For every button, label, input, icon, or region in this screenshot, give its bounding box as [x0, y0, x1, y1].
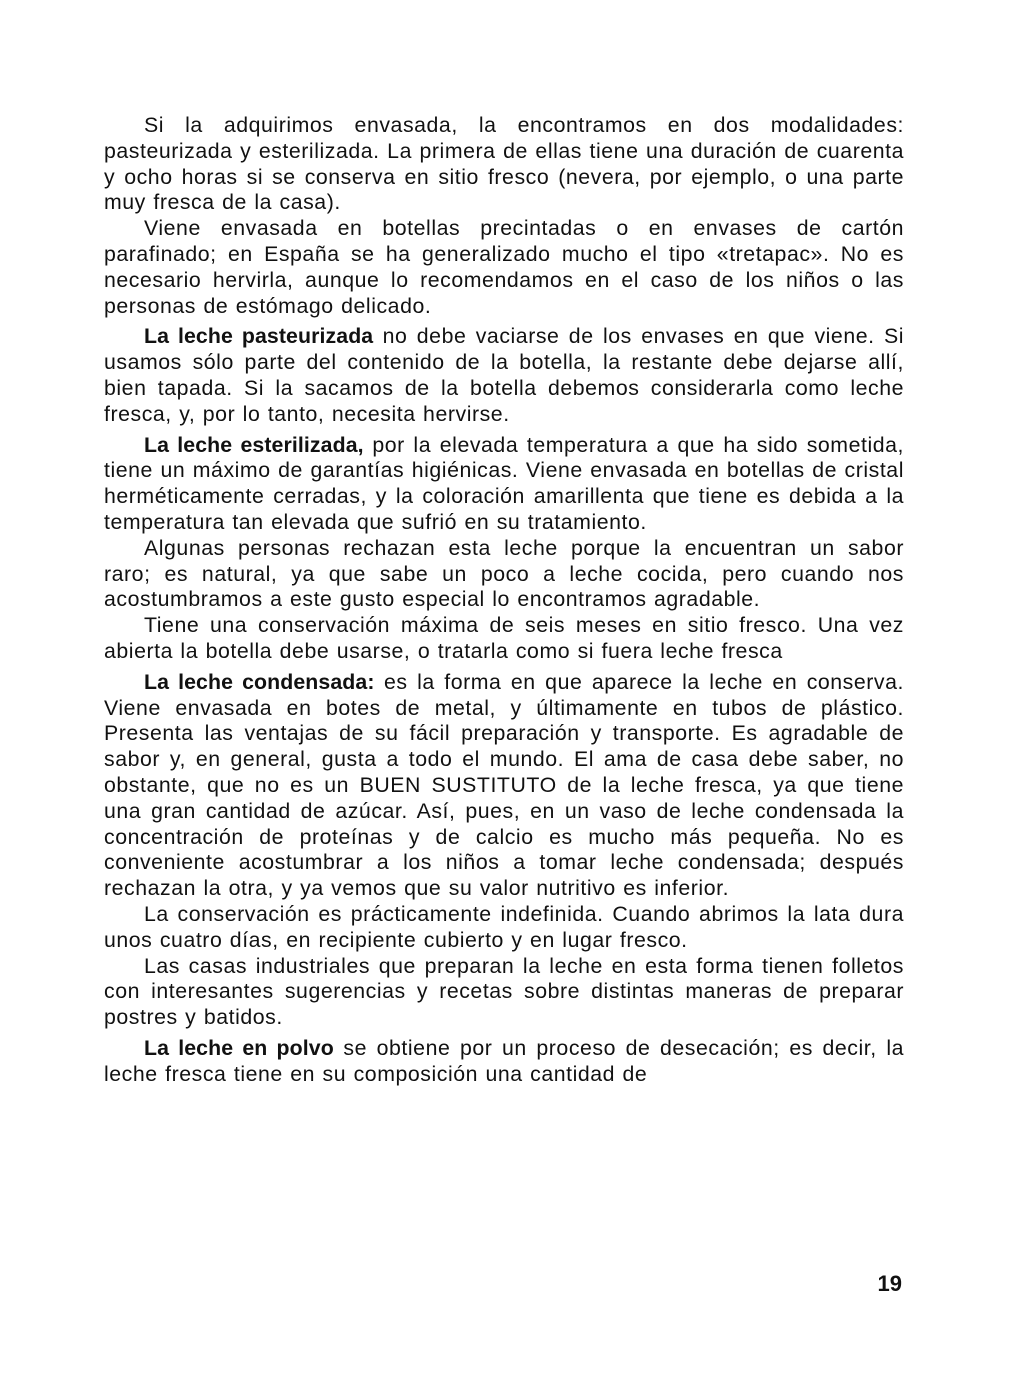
paragraph-5-text: Algunas personas rechazan esta leche porque la encuentran un sabor raro; es natural, ya que sabe un poco a leche cocida, pero cuando nos acostumbramos a este gusto especial lo encontramos agradable.: [104, 535, 904, 612]
paragraph-1: [104, 113, 904, 216]
paragraph-2: [104, 216, 904, 319]
term-condensada: La leche condensada:: [144, 669, 375, 694]
term-esterilizada: La leche esterilizada,: [144, 432, 364, 457]
term-pasteurizada: La leche pasteurizada: [144, 324, 374, 349]
paragraph-6-text: Tiene una conservación máxima de seis meses en sitio fresco. Una vez abierta la botella debe usarse, o tratarla como si fuera leche fresca: [104, 613, 904, 663]
paragraph-polvo-text: se obtiene por un proceso de desecación; es decir, la leche fresca tiene en su composición una cantidad de: [104, 1035, 904, 1086]
paragraph-8: [104, 902, 904, 954]
paragraph-9: [104, 954, 904, 1031]
paragraph-pasteurizada-text: no debe vaciarse de los envases en que viene. Si usamos sólo parte del contenido de la botella, la restante debe dejarse allí, bien tapada. Si la sacamos de la botella debemos considerarla como leche fresca, y, por lo tanto, necesita hervirse.: [104, 324, 904, 426]
paragraph-1-text: Si la adquirimos envasada, la encontramos en dos modalidades: pasteurizada y esterilizada. La primera de ellas tiene una duración de cuarenta y ocho horas si se conserva en sitio fresco (nevera, por ejemplo, o una parte muy fresca de la casa).: [104, 113, 904, 215]
paragraph-pasteurizada: [104, 324, 904, 427]
paragraph-8-text: La conservación es prácticamente indefinida. Cuando abrimos la lata dura unos cuatro días, en recipiente cubierto y en lugar fresco.: [104, 901, 904, 952]
paragraph-6: [104, 613, 904, 665]
paragraph-polvo: [104, 1036, 904, 1088]
paragraph-2-text: Viene envasada en botellas precintadas o en envases de cartón parafinado; en España se ha generalizado mucho el tipo «tretapac». No es necesario hervirla, aunque lo recomendamos en el caso de los niños o las personas de estómago delicado.: [104, 216, 904, 318]
paragraph-condensada-text: es la forma en que aparece la leche en conserva. Viene envasada en botes de metal, y últimamente en tubos de plástico. Presenta las ventajas de su fácil preparación y transporte. Es agradable de sabor y, en general, gusta a todo el mundo. El ama de casa debe saber, no obstante, que no es un BUEN SUSTITUTO de la leche fresca, ya que tiene una gran cantidad de azúcar. Así, pues, en un vaso de leche condensada la concentración de proteínas y de calcio es mucho más pequeña. No es conveniente acostumbrar a los niños a tomar leche condensada; después rechazan la otra, y ya vemos que su valor nutritivo es inferior.: [104, 669, 904, 901]
paragraph-9-text: Las casas industriales que preparan la leche en esta forma tienen folletos con interesantes sugerencias y recetas sobre distintas maneras de preparar postres y batidos.: [104, 953, 904, 1030]
book-page: [104, 113, 904, 1087]
paragraph-esterilizada: [104, 433, 904, 536]
page-number: 19: [877, 1271, 902, 1296]
paragraph-condensada: [104, 670, 904, 902]
term-polvo: La leche en polvo: [144, 1035, 334, 1060]
paragraph-5: [104, 536, 904, 613]
paragraph-esterilizada-text: por la elevada temperatura a que ha sido sometida, tiene un máximo de garantías higiénicas. Viene envasada en botellas de cristal herméticamente cerradas, y la coloración amarillenta que tiene es debida a la temperatura tan elevada que sufrió en su tratamiento.: [104, 432, 904, 534]
